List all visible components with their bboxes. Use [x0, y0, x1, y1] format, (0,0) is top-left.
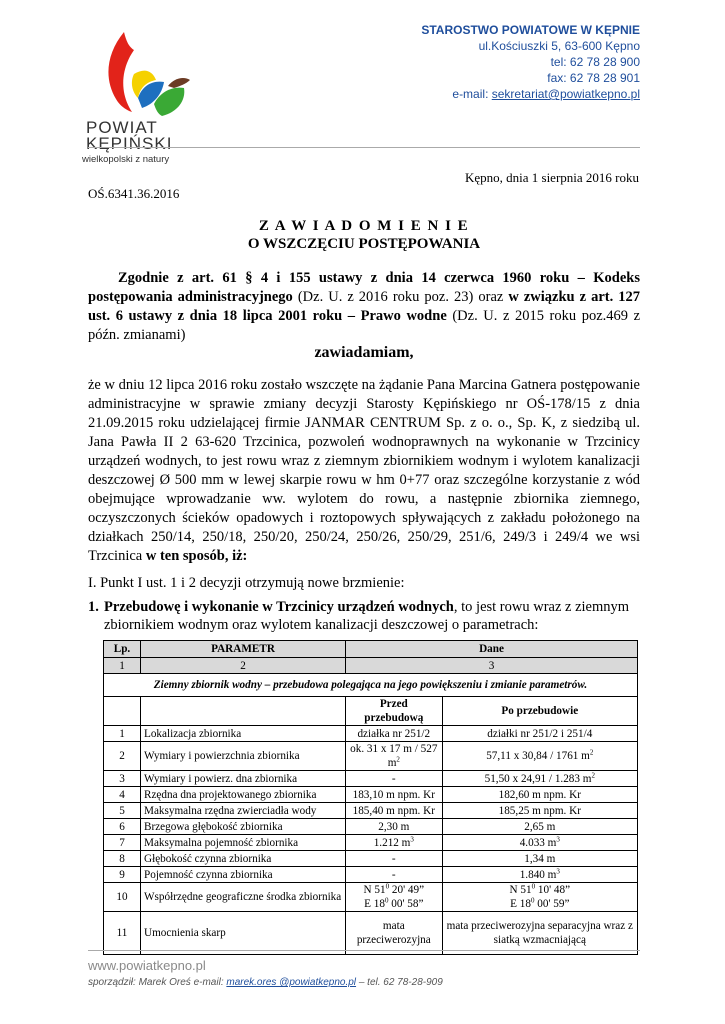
table-row: [104, 867, 638, 883]
superscript: 2: [396, 755, 400, 764]
index-2: 2: [141, 658, 346, 674]
row-lp: 11: [104, 912, 141, 955]
superscript: 0: [530, 896, 535, 905]
row-after-value: 1.840 m: [519, 868, 557, 881]
row-param: Maksymalna pojemność zbiornika: [141, 835, 346, 851]
header-data: Dane: [346, 641, 638, 658]
row-after: [442, 835, 637, 851]
table-row: [104, 742, 638, 771]
point-1-text: [104, 598, 640, 634]
table-row: [104, 787, 638, 803]
table-row: [104, 726, 638, 742]
office-email-link[interactable]: sekretariat@powiatkepno.pl: [491, 87, 640, 101]
row-lp: 3: [104, 771, 141, 787]
row-lp: 2: [104, 742, 141, 771]
superscript: 2: [589, 748, 594, 757]
row-after-value: 57,11 x 30,84 / 1761 m: [486, 750, 590, 762]
header-lp: Lp.: [104, 641, 141, 658]
table-row: [104, 883, 638, 912]
superscript: 2: [591, 770, 595, 779]
footer-website: www.powiatkepno.pl: [88, 958, 206, 973]
table-row: [104, 803, 638, 819]
point-1-paragraph: [88, 598, 640, 634]
table-index-row: [104, 658, 638, 674]
header-param: PARAMETR: [141, 641, 346, 658]
row-after: [442, 771, 637, 787]
row-before: -: [346, 771, 443, 787]
sub-empty-2: [141, 697, 346, 726]
sub-empty-1: [104, 697, 141, 726]
case-signature: OŚ.6341.36.2016: [88, 186, 180, 201]
row-after: 1,34 m: [442, 851, 637, 867]
index-1: 1: [104, 658, 141, 674]
row-after: 185,25 m npm. Kr: [442, 803, 637, 819]
announcement-word: zawiadamiam,: [314, 344, 414, 361]
point-1-number: 1.: [88, 599, 99, 615]
superscript: 3: [410, 834, 414, 843]
logo-flame-icon: [76, 24, 206, 124]
row-param: Wymiary i powierzchnia zbiornika: [141, 742, 346, 771]
table-row: [104, 835, 638, 851]
document-subtitle: O WSZCZĘCIU POSTĘPOWANIA: [247, 236, 481, 252]
legal-basis-text-2: (Dz. U. z 2015 roku poz.469 z późn. zmianami): [88, 308, 641, 343]
section-title: Ziemny zbiornik wodny – przebudowa polegająca na jego powiększeniu i zmianie parametrów.: [104, 674, 638, 697]
superscript: 3: [556, 834, 560, 843]
coord-north: [446, 883, 634, 897]
row-param: Maksymalna rzędna zwierciadła wody: [141, 803, 346, 819]
row-after: działki nr 251/2 i 251/4: [442, 726, 637, 742]
logo-tagline: wielkopolski z natury: [82, 154, 170, 165]
office-contact: [421, 22, 640, 102]
office-tel: tel: 62 78 28 900: [550, 55, 640, 69]
document-title: Z A W I A D O M I E N I E: [258, 218, 470, 234]
footer-divider: [88, 950, 640, 951]
row-after: [442, 867, 637, 883]
coord-text: E 18: [364, 898, 385, 910]
legal-basis-bold-1: Zgodnie z art. 61 § 4 i 155 ustawy z dnia 14 czerwca 1960 roku – Kodeks postępowania administracyjnego: [88, 270, 640, 305]
coord-text: 20' 49”: [389, 884, 425, 896]
coord-north: [349, 883, 439, 897]
point-1-rest: , to jest rowu wraz z ziemnym zbiornikiem wodnym oraz wylotem kanalizacji deszczowej o parametrach:: [104, 599, 630, 633]
row-before: 2,30 m: [346, 819, 443, 835]
row-param: Współrzędne geograficzne środka zbiornika: [141, 883, 346, 912]
row-before-value: 1.212 m: [373, 836, 411, 849]
row-lp: 9: [104, 867, 141, 883]
row-param: Rzędna dna projektowanego zbiornika: [141, 787, 346, 803]
row-lp: 8: [104, 851, 141, 867]
point-1-bold: Przebudowę i wykonanie w Trzcinicy urządzeń wodnych: [104, 599, 454, 615]
row-param: Wymiary i powierz. dna zbiornika: [141, 771, 346, 787]
row-param: Brzegowa głębokość zbiornika: [141, 819, 346, 835]
row-after-value: 51,50 x 24,91 / 1.283 m: [484, 772, 592, 785]
row-param: Umocnienia skarp: [141, 912, 346, 955]
row-lp: 7: [104, 835, 141, 851]
coord-east: [446, 897, 634, 911]
coord-text: N 51: [509, 884, 532, 896]
row-after: 182,60 m npm. Kr: [442, 787, 637, 803]
row-lp: 10: [104, 883, 141, 912]
row-before: [346, 742, 443, 771]
row-before: 185,40 m npm. Kr: [346, 803, 443, 819]
row-before: -: [346, 851, 443, 867]
powiat-logo: [76, 24, 206, 165]
table-header-row: [104, 641, 638, 658]
footer-author: [88, 977, 443, 988]
logo-red-shape: [108, 32, 134, 112]
document-date: Kępno, dnia 1 sierpnia 2016 roku: [464, 170, 639, 185]
row-before: [346, 883, 443, 912]
table-row: [104, 912, 638, 955]
row-before: działka nr 251/2: [346, 726, 443, 742]
office-address: ul.Kościuszki 5, 63-600 Kępno: [478, 39, 640, 53]
superscript: 0: [384, 896, 389, 905]
body-paragraph: [88, 376, 640, 566]
row-after: 2,65 m: [442, 819, 637, 835]
legal-basis-text-1: (Dz. U. z 2016 roku poz. 23) oraz: [292, 289, 509, 305]
parameters-table: [103, 640, 638, 955]
table-subheader-row: [104, 697, 638, 726]
office-email-label: e-mail:: [452, 87, 492, 101]
superscript: 3: [556, 866, 560, 875]
row-before: -: [346, 867, 443, 883]
body-bold-ending: w ten sposób, iż:: [145, 548, 248, 564]
logo-name-line1: POWIAT: [86, 118, 158, 137]
point-I-heading: I. Punkt I ust. 1 i 2 decyzji otrzymują nowe brzmienie:: [88, 575, 405, 591]
table-section-row: [104, 674, 638, 697]
index-3: 3: [346, 658, 638, 674]
coord-east: [349, 897, 439, 911]
row-lp: 1: [104, 726, 141, 742]
table-row: [104, 771, 638, 787]
row-before: 183,10 m npm. Kr: [346, 787, 443, 803]
row-param: Pojemność czynna zbiornika: [141, 867, 346, 883]
superscript: 0: [531, 882, 536, 891]
row-after: mata przeciwerozyjna separacyjna wraz z siatką wzmacniającą: [442, 912, 637, 955]
table-row: [104, 851, 638, 867]
sub-before: Przed przebudową: [346, 697, 443, 726]
row-param: Głębokość czynna zbiornika: [141, 851, 346, 867]
row-lp: 5: [104, 803, 141, 819]
footer-author-email[interactable]: marek.ores @powiatkepno.pl: [226, 977, 357, 988]
row-after-value: 4.033 m: [519, 836, 557, 849]
office-fax: fax: 62 78 28 901: [547, 71, 640, 85]
row-after: [442, 883, 637, 912]
row-after: [442, 742, 637, 771]
sub-after: Po przebudowie: [442, 697, 637, 726]
legal-basis-bold-2: w związku z art. 127 ust. 6 ustawy z dnia 18 lipca 2001 roku – Prawo wodne: [88, 289, 641, 324]
office-email-line: [421, 86, 640, 102]
logo-brown-shape: [168, 78, 190, 88]
row-lp: 4: [104, 787, 141, 803]
row-before-value: ok. 31 x 17 m / 527 m: [350, 743, 438, 769]
header-divider: [88, 147, 640, 148]
table-row: [104, 819, 638, 835]
coord-text: 00' 58”: [388, 898, 424, 910]
office-name: STAROSTWO POWIATOWE W KĘPNIE: [421, 23, 640, 37]
logo-name-line2: KĘPIŃSKI: [86, 134, 173, 153]
footer-author-prefix: sporządził: Marek Oreś e-mail:: [88, 977, 227, 988]
coord-text: 00' 59”: [534, 898, 570, 910]
legal-basis-paragraph: [88, 269, 640, 345]
superscript: 0: [385, 882, 390, 891]
body-text: że w dniu 12 lipca 2016 roku zostało wszczęte na żądanie Pana Marcina Gatnera postępowanie administracyjne w sprawie zmiany decyzji Starosty Kępińskiego nr OŚ-178/15 z dnia 21.09.2015 roku udzielającej firmie JANMAR CENTRUM Sp. z o. o., Sp. K, z siedzibą ul. Jana Pawła II 2 63-620 Trzcinica, pozwoleń wodnoprawnych na wykonanie w Trzcinicy urządzeń wodnych, to jest rowu wraz z ziemnym zbiornikiem wodnym i wylotem kanalizacji deszczowej Ø 500 mm w lewej skarpie rowu w hm 0+77 oraz szczególne korzystanie z wód obejmujące wprowadzanie ww. wylotem do rowu, a następnie zbiornika ziemnego, oczyszczonych ścieków opadowych i roztopowych spływających z zakładu położonego na działkach 250/14, 250/18, 250/20, 250/24, 250/26, 250/29, 251/6, 249/3 i 249/4 we wsi Trzcinica: [88, 377, 640, 564]
row-before: mata przeciwerozyjna: [346, 912, 443, 955]
coord-text: E 18: [510, 898, 531, 910]
coord-text: N 51: [363, 884, 386, 896]
coord-text: 10' 48”: [535, 884, 571, 896]
row-lp: 6: [104, 819, 141, 835]
footer-author-suffix: – tel. 62 78-28-909: [356, 977, 443, 988]
row-param: Lokalizacja zbiornika: [141, 726, 346, 742]
row-before: [346, 835, 443, 851]
